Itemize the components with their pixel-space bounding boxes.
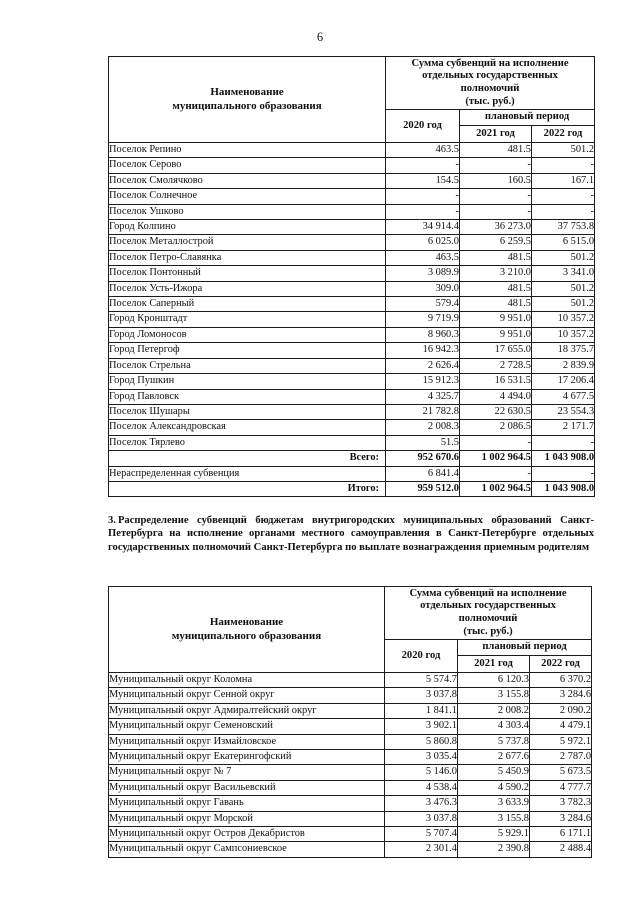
row-name: Поселок Шушары <box>109 404 386 419</box>
table-row <box>109 481 595 496</box>
row-value-2021: 6 120.3 <box>458 673 530 688</box>
row-value-2021: - <box>460 466 532 481</box>
table-row <box>109 343 595 358</box>
row-value-2020: 3 089.9 <box>386 266 460 281</box>
row-value-2022: 5 673.5 <box>530 765 592 780</box>
row-name: Поселок Тярлево <box>109 435 386 450</box>
table-row <box>109 173 595 188</box>
row-value-2021: 481.5 <box>460 250 532 265</box>
row-value-2020: 3 476.3 <box>385 796 458 811</box>
row-value-2020: - <box>386 189 460 204</box>
row-value-2022: 3 782.3 <box>530 796 592 811</box>
header-sum-title <box>386 57 595 110</box>
row-value-2022: - <box>532 466 595 481</box>
header-name-line-1: Наименование <box>209 616 284 628</box>
row-value-2020: 3 037.8 <box>385 688 458 703</box>
row-name: Поселок Ушково <box>109 204 386 219</box>
row-value-2022: - <box>532 189 595 204</box>
row-value-2022: - <box>532 204 595 219</box>
header-name-line-2: муниципального образования <box>172 99 322 112</box>
header-name-column <box>109 587 385 673</box>
row-value-2021: 3 210.0 <box>460 266 532 281</box>
row-value-2020: 6 841.4 <box>386 466 460 481</box>
row-value-2022: - <box>532 158 595 173</box>
row-value-2021: 22 630.5 <box>460 404 532 419</box>
header-name-line-1: Наименование <box>210 86 284 98</box>
row-value-2020: 16 942.3 <box>386 343 460 358</box>
row-value-2022: 2 839.9 <box>532 358 595 373</box>
table-row <box>109 189 595 204</box>
table-row <box>109 451 595 466</box>
header-year-2021: 2021 год <box>458 656 530 673</box>
table-row <box>109 250 595 265</box>
row-value-2020: 5 146.0 <box>385 765 458 780</box>
table-row <box>109 703 592 718</box>
header-sum-line-1: Сумма субвенций на исполнение <box>409 587 567 599</box>
row-value-2020: 4 538.4 <box>385 780 458 795</box>
row-name: Поселок Саперный <box>109 297 386 312</box>
row-value-2020: 579.4 <box>386 297 460 312</box>
row-value-2021: 2 086.5 <box>460 420 532 435</box>
row-name: Муниципальный округ Васильевский <box>109 780 385 795</box>
table-row <box>109 327 595 342</box>
row-value-2021: 481.5 <box>460 297 532 312</box>
table-row <box>109 466 595 481</box>
row-value-2020: 15 912.3 <box>386 374 460 389</box>
row-value-2020: 5 574.7 <box>385 673 458 688</box>
table-row <box>109 842 592 857</box>
row-value-2021: 160.5 <box>460 173 532 188</box>
table-row <box>109 312 595 327</box>
paragraph-3-number: 3. <box>108 515 116 526</box>
table-row <box>109 688 592 703</box>
row-value-2020: 34 914.4 <box>386 220 460 235</box>
row-value-2020: 51.5 <box>386 435 460 450</box>
header-sum-title <box>385 587 592 640</box>
subventions-table-1 <box>108 56 595 497</box>
row-name: Город Кронштадт <box>109 312 386 327</box>
row-value-2020: 463.5 <box>386 250 460 265</box>
row-value-2021: 17 655.0 <box>460 343 532 358</box>
row-value-2020: 2 008.3 <box>386 420 460 435</box>
table-row <box>109 358 595 373</box>
table-row <box>109 750 592 765</box>
row-name: Муниципальный округ Коломна <box>109 673 385 688</box>
header-sum-line-1: Сумма субвенций на исполнение <box>411 57 569 69</box>
row-value-2022: 501.2 <box>532 281 595 296</box>
header-planned-period: плановый период <box>460 110 595 126</box>
row-name: Муниципальный округ Екатерингофский <box>109 750 385 765</box>
row-value-2022: 167.1 <box>532 173 595 188</box>
row-name: Муниципальный округ Сенной округ <box>109 688 385 703</box>
header-name-line-2: муниципального образования <box>171 629 322 642</box>
row-name: Муниципальный округ Семеновский <box>109 719 385 734</box>
row-value-2021: 1 002 964.5 <box>460 451 532 466</box>
header-sum-line-4: (тыс. руб.) <box>463 625 513 637</box>
header-year-2021: 2021 год <box>460 126 532 143</box>
table-row <box>109 435 595 450</box>
header-year-2022: 2022 год <box>532 126 595 143</box>
row-name: Город Колпино <box>109 220 386 235</box>
row-value-2021: - <box>460 189 532 204</box>
row-value-2020: 463.5 <box>386 143 460 158</box>
row-value-2022: 3 341.0 <box>532 266 595 281</box>
row-name: Город Ломоносов <box>109 327 386 342</box>
row-value-2021: 5 929.1 <box>458 827 530 842</box>
row-value-2021: 2 728.5 <box>460 358 532 373</box>
row-value-2022: 37 753.8 <box>532 220 595 235</box>
row-name: Поселок Петро-Славянка <box>109 250 386 265</box>
row-name: Город Пушкин <box>109 374 386 389</box>
table-row <box>109 389 595 404</box>
row-value-2022: 2 090.2 <box>530 703 592 718</box>
row-value-2021: 2 390.8 <box>458 842 530 857</box>
header-year-2022: 2022 год <box>530 656 592 673</box>
header-planned-period: плановый период <box>458 640 592 656</box>
row-value-2022: 4 479.1 <box>530 719 592 734</box>
header-sum-line-3: полномочий <box>458 613 518 624</box>
row-value-2022: 6 171.1 <box>530 827 592 842</box>
row-value-2020: 4 325.7 <box>386 389 460 404</box>
row-value-2022: 3 284.6 <box>530 811 592 826</box>
row-value-2021: 4 303.4 <box>458 719 530 734</box>
row-name: Поселок Понтонный <box>109 266 386 281</box>
row-name: Муниципальный округ Гавань <box>109 796 385 811</box>
row-value-2020: 952 670.6 <box>386 451 460 466</box>
row-value-2021: 6 259.5 <box>460 235 532 250</box>
row-name: Город Павловск <box>109 389 386 404</box>
row-value-2020: 309.0 <box>386 281 460 296</box>
row-name: Муниципальный округ Морской <box>109 811 385 826</box>
row-value-2020: - <box>386 158 460 173</box>
table-row <box>109 235 595 250</box>
row-value-2021: 5 737.8 <box>458 734 530 749</box>
table-row <box>109 266 595 281</box>
row-name: Поселок Серово <box>109 158 386 173</box>
row-value-2022: 23 554.3 <box>532 404 595 419</box>
row-value-2021: 3 633.9 <box>458 796 530 811</box>
paragraph-3-text: Распределение субвенций бюджетам внутригородских муниципальных образований Санкт-Петербурга на исполнение органами местного самоуправления в Санкт-Петербурге отдельных государственных полномочий Санкт-Петербурга по выплате вознаграждения приемным родителям <box>108 515 594 553</box>
page-number: 6 <box>316 30 324 44</box>
row-value-2022: - <box>532 435 595 450</box>
row-value-2020: 8 960.3 <box>386 327 460 342</box>
table-1-body <box>109 143 595 497</box>
table-row <box>109 765 592 780</box>
row-value-2022: 17 206.4 <box>532 374 595 389</box>
row-value-2020: 1 841.1 <box>385 703 458 718</box>
row-value-2020: 5 860.8 <box>385 734 458 749</box>
row-value-2021: 2 677.6 <box>458 750 530 765</box>
row-value-2020: 3 035.4 <box>385 750 458 765</box>
header-sum-line-2: отдельных государственных <box>422 70 558 82</box>
row-value-2021: 481.5 <box>460 281 532 296</box>
table-row <box>109 734 592 749</box>
row-value-2021: - <box>460 435 532 450</box>
row-value-2022: 1 043 908.0 <box>532 451 595 466</box>
row-value-2022: 2 171.7 <box>532 420 595 435</box>
row-value-2022: 10 357.2 <box>532 327 595 342</box>
table-row <box>109 374 595 389</box>
row-value-2022: 501.2 <box>532 250 595 265</box>
table-row <box>109 796 592 811</box>
header-name-column <box>109 57 386 143</box>
row-value-2021: 1 002 964.5 <box>460 481 532 496</box>
row-value-2021: 9 951.0 <box>460 312 532 327</box>
row-value-2020: - <box>386 204 460 219</box>
header-sum-line-4: (тыс. руб.) <box>465 95 515 107</box>
row-value-2021: 481.5 <box>460 143 532 158</box>
table-row <box>109 204 595 219</box>
table-row <box>109 827 592 842</box>
row-name: Муниципальный округ Измайловское <box>109 734 385 749</box>
paragraph-3 <box>108 514 594 554</box>
row-value-2022: 2 787.0 <box>530 750 592 765</box>
row-value-2021: 3 155.8 <box>458 688 530 703</box>
subventions-table-2 <box>108 586 592 858</box>
row-value-2022: 18 375.7 <box>532 343 595 358</box>
row-total-label: Всего: <box>109 451 386 466</box>
table-row <box>109 143 595 158</box>
table-2-header <box>109 587 592 673</box>
row-value-2022: 6 515.0 <box>532 235 595 250</box>
header-sum-line-3: полномочий <box>460 83 520 94</box>
row-value-2021: 36 273.0 <box>460 220 532 235</box>
row-value-2020: 2 626.4 <box>386 358 460 373</box>
table-row <box>109 404 595 419</box>
table-row <box>109 420 595 435</box>
table-row <box>109 220 595 235</box>
row-value-2021: 16 531.5 <box>460 374 532 389</box>
row-value-2022: 4 677.5 <box>532 389 595 404</box>
row-name: Поселок Смолячково <box>109 173 386 188</box>
row-name: Муниципальный округ Адмиралтейский округ <box>109 703 385 718</box>
row-value-2022: 4 777.7 <box>530 780 592 795</box>
row-value-2021: 4 590.2 <box>458 780 530 795</box>
table-row <box>109 297 595 312</box>
table-row <box>109 281 595 296</box>
row-value-2022: 501.2 <box>532 297 595 312</box>
row-value-2020: 959 512.0 <box>386 481 460 496</box>
row-value-2020: 9 719.9 <box>386 312 460 327</box>
row-name: Поселок Металлострой <box>109 235 386 250</box>
row-name: Поселок Репино <box>109 143 386 158</box>
row-value-2021: - <box>460 204 532 219</box>
row-name: Муниципальный округ № 7 <box>109 765 385 780</box>
row-value-2020: 6 025.0 <box>386 235 460 250</box>
row-value-2020: 5 707.4 <box>385 827 458 842</box>
header-year-2020: 2020 год <box>385 640 458 673</box>
row-total-label: Итого: <box>109 481 386 496</box>
row-value-2022: 501.2 <box>532 143 595 158</box>
row-value-2021: 3 155.8 <box>458 811 530 826</box>
row-name: Поселок Усть-Ижора <box>109 281 386 296</box>
row-value-2022: 5 972.1 <box>530 734 592 749</box>
row-value-2020: 2 301.4 <box>385 842 458 857</box>
row-name: Муниципальный округ Остров Декабристов <box>109 827 385 842</box>
header-year-2020: 2020 год <box>386 110 460 143</box>
table-row <box>109 673 592 688</box>
row-name: Город Петергоф <box>109 343 386 358</box>
row-value-2022: 6 370.2 <box>530 673 592 688</box>
row-value-2022: 1 043 908.0 <box>532 481 595 496</box>
row-value-2022: 3 284.6 <box>530 688 592 703</box>
table-2-body <box>109 673 592 858</box>
row-value-2022: 10 357.2 <box>532 312 595 327</box>
table-1-header <box>109 57 595 143</box>
row-name: Муниципальный округ Сампсониевское <box>109 842 385 857</box>
row-name: Поселок Стрельна <box>109 358 386 373</box>
header-sum-line-2: отдельных государственных <box>420 600 556 612</box>
table-row <box>109 158 595 173</box>
table-row <box>109 719 592 734</box>
row-value-2020: 21 782.8 <box>386 404 460 419</box>
row-value-2021: - <box>460 158 532 173</box>
table-row <box>109 811 592 826</box>
row-value-2022: 2 488.4 <box>530 842 592 857</box>
row-value-2020: 3 902.1 <box>385 719 458 734</box>
row-name: Поселок Солнечное <box>109 189 386 204</box>
row-value-2021: 2 008.2 <box>458 703 530 718</box>
row-value-2021: 5 450.9 <box>458 765 530 780</box>
row-value-2020: 3 037.8 <box>385 811 458 826</box>
row-name: Нераспределенная субвенция <box>109 466 386 481</box>
table-row <box>109 780 592 795</box>
row-value-2021: 4 494.0 <box>460 389 532 404</box>
row-name: Поселок Александровская <box>109 420 386 435</box>
row-value-2020: 154.5 <box>386 173 460 188</box>
row-value-2021: 9 951.0 <box>460 327 532 342</box>
